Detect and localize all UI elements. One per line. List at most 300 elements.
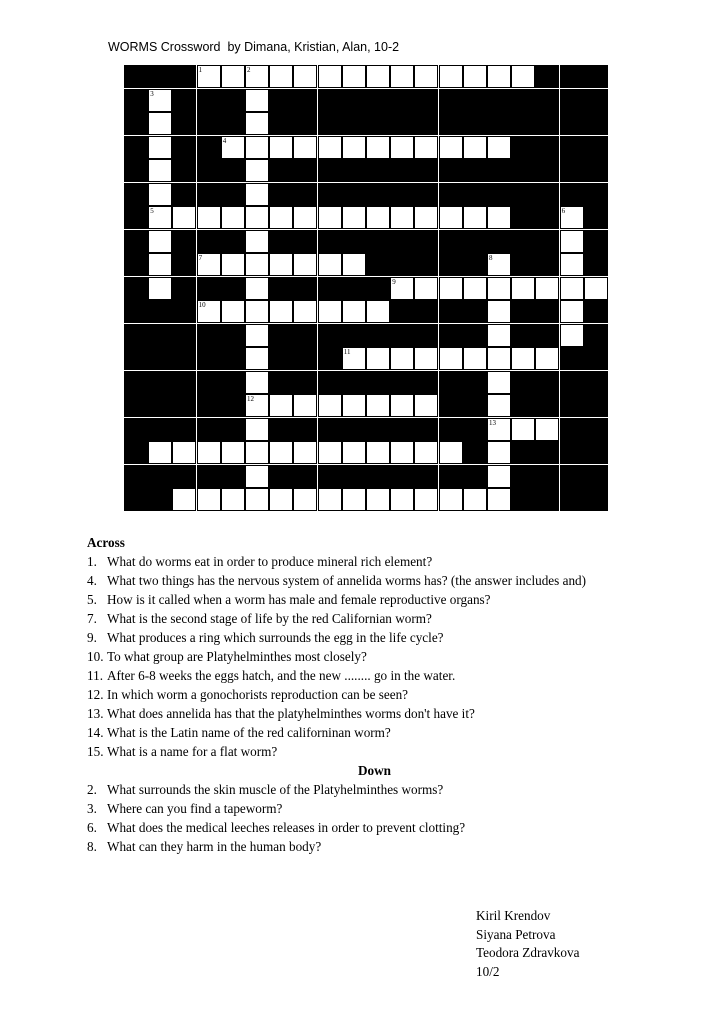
grid-cell-white[interactable]: [487, 65, 511, 88]
grid-cell-white[interactable]: [245, 206, 269, 229]
grid-cell-white[interactable]: [342, 488, 366, 511]
grid-cell-white[interactable]: [342, 206, 366, 229]
grid-cell-white[interactable]: [245, 136, 269, 159]
grid-cell-white[interactable]: [269, 488, 293, 511]
grid-cell-black: [414, 112, 438, 135]
grid-cell-black: [487, 89, 511, 112]
grid-cell-white[interactable]: [487, 465, 511, 488]
grid-cell-black: [366, 465, 390, 488]
grid-cell-black: [535, 465, 559, 488]
grid-cell-white[interactable]: [439, 277, 463, 300]
grid-cell-black: [318, 371, 342, 394]
grid-cell-black: [535, 89, 559, 112]
grid-cell-white[interactable]: [269, 394, 293, 417]
grid-cell-black: [172, 300, 196, 323]
grid-cell-white[interactable]: [487, 394, 511, 417]
grid-cell-white[interactable]: [221, 253, 245, 276]
across-clue: [87, 666, 647, 685]
author-line: Kiril Krendov: [476, 908, 551, 923]
grid-cell-white[interactable]: [342, 347, 366, 370]
grid-cell-black: [390, 89, 414, 112]
grid-cell-white[interactable]: [390, 206, 414, 229]
grid-cell-white[interactable]: [390, 277, 414, 300]
grid-cell-white[interactable]: [511, 418, 535, 441]
grid-cell-black: [584, 230, 608, 253]
grid-cell-black: [148, 324, 172, 347]
grid-cell-black: [439, 89, 463, 112]
grid-cell-white[interactable]: [221, 65, 245, 88]
grid-cell-white[interactable]: [487, 300, 511, 323]
grid-cell-black: [366, 418, 390, 441]
clue-number: 4: [222, 136, 227, 145]
grid-cell-white[interactable]: [487, 488, 511, 511]
grid-cell-white[interactable]: [245, 418, 269, 441]
grid-cell-white[interactable]: [148, 441, 172, 464]
clue-text: What produces a ring which surrounds the egg in the life cycle?: [107, 630, 444, 645]
grid-cell-white[interactable]: [342, 253, 366, 276]
grid-cell-white[interactable]: [487, 418, 511, 441]
grid-cell-white[interactable]: [366, 65, 390, 88]
grid-cell-white[interactable]: [245, 465, 269, 488]
grid-cell-white[interactable]: [560, 324, 584, 347]
down-heading: Down: [358, 763, 391, 778]
grid-cell-white[interactable]: [560, 206, 584, 229]
grid-cell-white[interactable]: [245, 159, 269, 182]
grid-cell-white[interactable]: [414, 441, 438, 464]
grid-cell-black: [172, 112, 196, 135]
grid-cell-black: [584, 371, 608, 394]
grid-cell-white[interactable]: [245, 277, 269, 300]
grid-cell-black: [511, 394, 535, 417]
across-clue: [87, 590, 647, 609]
grid-cell-white[interactable]: [439, 206, 463, 229]
grid-cell-black: [293, 230, 317, 253]
grid-cell-white[interactable]: [463, 488, 487, 511]
grid-cell-white[interactable]: [439, 347, 463, 370]
grid-cell-black: [535, 230, 559, 253]
grid-cell-black: [584, 418, 608, 441]
grid-cell-white[interactable]: [560, 230, 584, 253]
grid-cell-black: [511, 89, 535, 112]
grid-cell-black: [390, 253, 414, 276]
author-line: Siyana Petrova: [476, 926, 556, 942]
grid-cell-white[interactable]: [487, 277, 511, 300]
grid-cell-black: [439, 230, 463, 253]
grid-cell-black: [221, 394, 245, 417]
grid-cell-white[interactable]: [463, 136, 487, 159]
grid-cell-white[interactable]: [535, 277, 559, 300]
grid-cell-white[interactable]: [245, 347, 269, 370]
grid-cell-white[interactable]: [293, 65, 317, 88]
grid-cell-black: [584, 441, 608, 464]
grid-cell-black: [584, 136, 608, 159]
across-clue: [87, 571, 647, 590]
grid-cell-black: [221, 465, 245, 488]
grid-cell-black: [172, 324, 196, 347]
grid-cell-black: [584, 465, 608, 488]
grid-cell-black: [124, 253, 148, 276]
grid-cell-black: [463, 183, 487, 206]
grid-cell-white[interactable]: [245, 230, 269, 253]
grid-cell-black: [511, 206, 535, 229]
grid-cell-white[interactable]: [511, 277, 535, 300]
grid-cell-white[interactable]: [245, 183, 269, 206]
grid-cell-black: [584, 112, 608, 135]
grid-cell-white[interactable]: [390, 488, 414, 511]
grid-cell-black: [414, 371, 438, 394]
grid-cell-white[interactable]: [293, 488, 317, 511]
clue-text: What is the second stage of life by the red Californian worm?: [107, 611, 432, 626]
grid-cell-black: [342, 112, 366, 135]
grid-cell-black: [172, 418, 196, 441]
grid-cell-white[interactable]: [245, 324, 269, 347]
grid-cell-white[interactable]: [318, 206, 342, 229]
grid-cell-white[interactable]: [414, 394, 438, 417]
grid-cell-white[interactable]: [390, 65, 414, 88]
grid-cell-black: [366, 324, 390, 347]
grid-cell-white[interactable]: [318, 65, 342, 88]
grid-cell-white[interactable]: [487, 206, 511, 229]
grid-cell-white[interactable]: [342, 300, 366, 323]
grid-cell-white[interactable]: [342, 136, 366, 159]
grid-cell-black: [148, 347, 172, 370]
grid-cell-white[interactable]: [172, 441, 196, 464]
grid-cell-white[interactable]: [245, 300, 269, 323]
grid-cell-black: [197, 112, 221, 135]
grid-cell-white[interactable]: [269, 65, 293, 88]
grid-cell-white[interactable]: [148, 183, 172, 206]
grid-cell-white[interactable]: [463, 347, 487, 370]
grid-cell-black: [560, 347, 584, 370]
clue-label-number: 11.: [87, 668, 103, 683]
grid-cell-black: [463, 324, 487, 347]
grid-cell-white[interactable]: [560, 277, 584, 300]
clue-label-number: 15.: [87, 744, 104, 759]
clue-text: What does the medical leeches releases in order to prevent clotting?: [107, 820, 466, 835]
grid-cell-white[interactable]: [463, 277, 487, 300]
grid-cell-black: [269, 324, 293, 347]
clue-number: 5: [150, 207, 154, 215]
grid-cell-black: [124, 300, 148, 323]
grid-cell-white[interactable]: [269, 300, 293, 323]
grid-cell-white[interactable]: [414, 65, 438, 88]
grid-cell-black: [269, 371, 293, 394]
clue-number: 7: [198, 254, 203, 262]
grid-cell-white[interactable]: [245, 89, 269, 112]
grid-cell-white[interactable]: [245, 112, 269, 135]
grid-cell-white[interactable]: [560, 300, 584, 323]
grid-cell-white[interactable]: [197, 65, 221, 88]
grid-cell-white[interactable]: [293, 253, 317, 276]
grid-cell-white[interactable]: [245, 488, 269, 511]
grid-cell-white[interactable]: [366, 488, 390, 511]
grid-cell-white[interactable]: [318, 300, 342, 323]
grid-cell-black: [511, 230, 535, 253]
grid-cell-white[interactable]: [414, 488, 438, 511]
grid-cell-black: [463, 89, 487, 112]
grid-cell-black: [124, 65, 148, 88]
grid-cell-white[interactable]: [439, 488, 463, 511]
down-clue: [87, 799, 647, 818]
grid-cell-white[interactable]: [318, 253, 342, 276]
grid-cell-black: [148, 371, 172, 394]
grid-cell-white[interactable]: [439, 136, 463, 159]
grid-cell-black: [318, 183, 342, 206]
across-heading: Across: [87, 535, 125, 550]
grid-cell-white[interactable]: [221, 300, 245, 323]
grid-cell-white[interactable]: [148, 159, 172, 182]
clue-text: What can they harm in the human body?: [107, 839, 322, 854]
grid-cell-white[interactable]: [148, 253, 172, 276]
grid-cell-white[interactable]: [535, 418, 559, 441]
grid-cell-white[interactable]: [245, 65, 269, 88]
grid-cell-white[interactable]: [269, 253, 293, 276]
grid-cell-white[interactable]: [293, 206, 317, 229]
grid-cell-black: [439, 300, 463, 323]
grid-cell-black: [197, 136, 221, 159]
across-clue: [87, 685, 647, 704]
grid-cell-black: [366, 112, 390, 135]
grid-cell-white[interactable]: [197, 253, 221, 276]
clue-number: 14: [125, 441, 132, 449]
grid-cell-black: [487, 112, 511, 135]
grid-cell-black: [414, 465, 438, 488]
grid-cell-white[interactable]: [487, 136, 511, 159]
grid-cell-black: [318, 112, 342, 135]
grid-cell-white[interactable]: [463, 65, 487, 88]
grid-cell-white[interactable]: [366, 441, 390, 464]
grid-cell-black: [318, 230, 342, 253]
grid-cell-white[interactable]: [293, 394, 317, 417]
grid-cell-black: [342, 89, 366, 112]
class-line: 10/2: [476, 963, 500, 979]
grid-cell-white[interactable]: [414, 347, 438, 370]
grid-cell-white[interactable]: [366, 347, 390, 370]
grid-cell-white[interactable]: [148, 136, 172, 159]
grid-cell-white[interactable]: [487, 441, 511, 464]
grid-cell-white[interactable]: [487, 253, 511, 276]
grid-cell-white[interactable]: [535, 347, 559, 370]
across-clue: [87, 704, 647, 723]
clue-text: What does annelida has that the platyhelminthes worms don't have it?: [107, 706, 475, 721]
grid-cell-white[interactable]: [148, 230, 172, 253]
grid-cell-white[interactable]: [318, 394, 342, 417]
grid-cell-black: [560, 418, 584, 441]
grid-cell-black: [584, 89, 608, 112]
grid-cell-white[interactable]: [269, 206, 293, 229]
grid-cell-black: [390, 112, 414, 135]
grid-cell-black: [124, 394, 148, 417]
grid-cell-black: [197, 277, 221, 300]
grid-cell-black: [124, 371, 148, 394]
clue-number: 13: [489, 418, 496, 427]
across-clue: [87, 742, 647, 761]
grid-cell-black: [221, 159, 245, 182]
grid-cell-black: [124, 347, 148, 370]
grid-cell-white[interactable]: [221, 441, 245, 464]
grid-cell-white[interactable]: [414, 277, 438, 300]
grid-cell-white[interactable]: [342, 65, 366, 88]
grid-cell-black: [535, 65, 559, 88]
clue-label-number: 12.: [87, 687, 104, 702]
grid-cell-white[interactable]: [584, 277, 608, 300]
grid-cell-black: [439, 465, 463, 488]
grid-cell-white[interactable]: [439, 65, 463, 88]
clue-number: 10: [198, 301, 206, 309]
clue-label-number: 1.: [87, 554, 97, 569]
grid-cell-white[interactable]: [245, 371, 269, 394]
grid-cell-black: [584, 300, 608, 323]
grid-cell-black: [560, 136, 584, 159]
grid-cell-black: [463, 465, 487, 488]
grid-cell-black: [197, 418, 221, 441]
grid-cell-black: [148, 394, 172, 417]
grid-cell-black: [511, 136, 535, 159]
grid-cell-white[interactable]: [342, 394, 366, 417]
grid-cell-white[interactable]: [245, 441, 269, 464]
grid-cell-black: [511, 183, 535, 206]
grid-cell-white[interactable]: [221, 488, 245, 511]
grid-cell-black: [535, 394, 559, 417]
grid-cell-black: [511, 253, 535, 276]
clue-text: What is the Latin name of the red californinan worm?: [107, 725, 391, 740]
grid-cell-white[interactable]: [197, 206, 221, 229]
clue-number: 6: [561, 207, 566, 215]
grid-cell-black: [535, 300, 559, 323]
grid-cell-white[interactable]: [148, 206, 172, 229]
clue-label-number: 6.: [87, 820, 97, 835]
grid-cell-white[interactable]: [148, 277, 172, 300]
grid-cell-black: [293, 89, 317, 112]
author-line: Teodora Zdravkova: [476, 945, 580, 960]
grid-cell-black: [414, 159, 438, 182]
grid-cell-black: [560, 112, 584, 135]
grid-cell-white[interactable]: [269, 136, 293, 159]
grid-cell-white[interactable]: [172, 206, 196, 229]
grid-cell-white[interactable]: [366, 206, 390, 229]
grid-cell-black: [366, 230, 390, 253]
grid-cell-white[interactable]: [366, 136, 390, 159]
grid-cell-black: [366, 277, 390, 300]
grid-cell-white[interactable]: [148, 89, 172, 112]
clues-section: [87, 533, 647, 856]
grid-cell-black: [172, 394, 196, 417]
grid-cell-white[interactable]: [293, 300, 317, 323]
grid-cell-black: [221, 89, 245, 112]
grid-cell-black: [414, 183, 438, 206]
grid-cell-white[interactable]: [390, 136, 414, 159]
grid-cell-white[interactable]: [318, 136, 342, 159]
grid-cell-black: [172, 371, 196, 394]
grid-cell-white[interactable]: [197, 300, 221, 323]
grid-cell-white[interactable]: [221, 136, 245, 159]
grid-cell-white[interactable]: [293, 136, 317, 159]
grid-cell-white[interactable]: [342, 441, 366, 464]
grid-cell-white[interactable]: [221, 206, 245, 229]
grid-cell-black: [197, 394, 221, 417]
grid-cell-black: [560, 159, 584, 182]
grid-cell-white[interactable]: [197, 441, 221, 464]
grid-cell-black: [221, 347, 245, 370]
grid-cell-black: [535, 441, 559, 464]
grid-cell-white[interactable]: [414, 136, 438, 159]
grid-cell-black: [269, 465, 293, 488]
grid-cell-white[interactable]: [511, 65, 535, 88]
grid-cell-white[interactable]: [293, 441, 317, 464]
grid-cell-white[interactable]: [414, 206, 438, 229]
grid-cell-black: [197, 324, 221, 347]
grid-cell-white[interactable]: [245, 394, 269, 417]
clue-label-number: 9.: [87, 630, 97, 645]
clue-label-number: 2.: [87, 782, 97, 797]
grid-cell-black: [342, 230, 366, 253]
grid-cell-black: [342, 159, 366, 182]
across-clue: [87, 609, 647, 628]
grid-cell-black: [584, 183, 608, 206]
grid-cell-black: [197, 183, 221, 206]
grid-cell-white[interactable]: [172, 488, 196, 511]
grid-cell-black: [293, 347, 317, 370]
grid-cell-black: [293, 418, 317, 441]
grid-cell-white[interactable]: [390, 394, 414, 417]
grid-cell-white[interactable]: [245, 253, 269, 276]
grid-cell-black: [535, 488, 559, 511]
grid-cell-white[interactable]: [197, 488, 221, 511]
grid-cell-black: [535, 206, 559, 229]
grid-cell-black: [535, 253, 559, 276]
grid-cell-white[interactable]: [366, 394, 390, 417]
grid-cell-black: [124, 183, 148, 206]
grid-cell-black: [366, 371, 390, 394]
grid-cell-black: [463, 253, 487, 276]
grid-cell-black: [197, 465, 221, 488]
grid-cell-white[interactable]: [318, 488, 342, 511]
grid-cell-white[interactable]: [487, 324, 511, 347]
grid-cell-black: [269, 183, 293, 206]
grid-cell-black: [342, 183, 366, 206]
grid-cell-black: [487, 159, 511, 182]
grid-cell-black: [535, 371, 559, 394]
clue-text: What do worms eat in order to produce mineral rich element?: [107, 554, 433, 569]
grid-cell-black: [390, 230, 414, 253]
down-clue: [87, 837, 647, 856]
grid-cell-black: [439, 112, 463, 135]
grid-cell-white[interactable]: [390, 347, 414, 370]
grid-cell-white[interactable]: [269, 441, 293, 464]
grid-cell-black: [318, 277, 342, 300]
grid-cell-white[interactable]: [318, 441, 342, 464]
clue-text: After 6-8 weeks the eggs hatch, and the new ........ go in the water.: [107, 668, 456, 683]
across-clue: [87, 552, 647, 571]
grid-cell-white[interactable]: [390, 441, 414, 464]
grid-cell-white[interactable]: [487, 371, 511, 394]
grid-cell-white[interactable]: [439, 441, 463, 464]
grid-cell-black: [221, 183, 245, 206]
grid-cell-black: [221, 277, 245, 300]
clue-label-number: 7.: [87, 611, 97, 626]
grid-cell-white[interactable]: [487, 347, 511, 370]
grid-cell-white[interactable]: [560, 253, 584, 276]
clue-text: What two things has the nervous system of annelida worms has? (the answer includes and): [107, 573, 587, 588]
grid-cell-black: [511, 488, 535, 511]
grid-cell-white[interactable]: [148, 112, 172, 135]
grid-cell-white[interactable]: [511, 347, 535, 370]
grid-cell-white[interactable]: [463, 206, 487, 229]
grid-cell-black: [269, 230, 293, 253]
grid-cell-black: [124, 159, 148, 182]
grid-cell-white[interactable]: [366, 300, 390, 323]
down-clue: [87, 780, 647, 799]
